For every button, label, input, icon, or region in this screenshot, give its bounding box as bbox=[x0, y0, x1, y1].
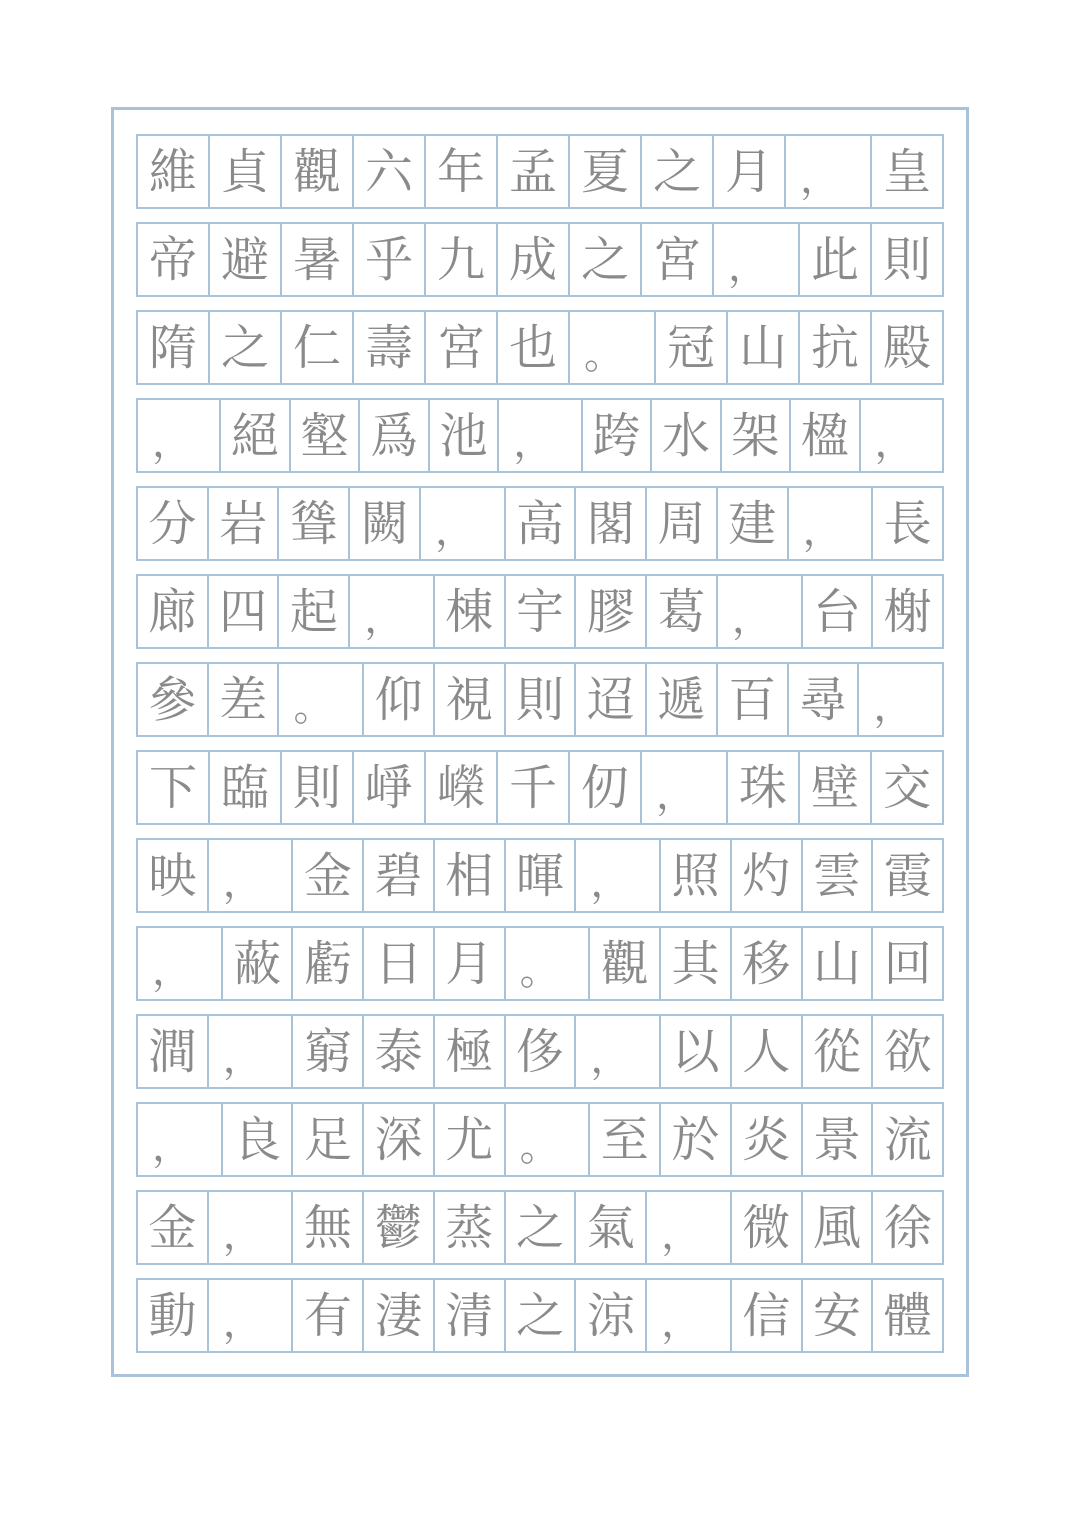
character-cell: 闕 bbox=[348, 488, 419, 559]
punctuation-cell: ， bbox=[574, 1016, 659, 1087]
character-cell: 淒 bbox=[362, 1280, 433, 1351]
character-cell: 差 bbox=[207, 664, 278, 735]
character-cell: 閣 bbox=[574, 488, 645, 559]
character-cell: 聳 bbox=[277, 488, 348, 559]
grid-row bbox=[136, 662, 944, 737]
punctuation-cell: ， bbox=[207, 1016, 292, 1087]
character-cell: 映 bbox=[148, 847, 197, 904]
character-cell: 則 bbox=[280, 752, 352, 823]
character-cell: 照 bbox=[659, 840, 730, 911]
character-cell: 貞 bbox=[208, 136, 280, 207]
grid-row bbox=[136, 750, 944, 825]
character-cell: 金 bbox=[291, 840, 362, 911]
grid-row bbox=[136, 838, 944, 913]
character-cell: 抗 bbox=[798, 312, 870, 383]
character-cell: 下 bbox=[148, 759, 197, 816]
grid-row bbox=[136, 1278, 944, 1353]
character-cell: 迢 bbox=[574, 664, 645, 735]
punctuation-cell: ， bbox=[419, 488, 504, 559]
character-cell: 視 bbox=[433, 664, 504, 735]
character-cell: 相 bbox=[433, 840, 504, 911]
character-cell: 乎 bbox=[352, 224, 424, 295]
punctuation-cell: ， bbox=[574, 840, 659, 911]
character-cell: 從 bbox=[801, 1016, 872, 1087]
character-cell: 有 bbox=[291, 1280, 362, 1351]
character-cell: 臨 bbox=[208, 752, 280, 823]
character-cell: 於 bbox=[659, 1104, 730, 1175]
character-grid bbox=[136, 134, 944, 1353]
character-cell: 氣 bbox=[574, 1192, 645, 1263]
character-cell: 爲 bbox=[358, 400, 427, 471]
character-cell: 尋 bbox=[787, 664, 858, 735]
character-cell: 池 bbox=[428, 400, 497, 471]
character-cell: 霞 bbox=[871, 840, 942, 911]
character-cell: 年 bbox=[424, 136, 496, 207]
punctuation-cell: ， bbox=[348, 576, 433, 647]
character-cell: 四 bbox=[207, 576, 278, 647]
character-cell: 則 bbox=[504, 664, 575, 735]
character-cell: 宮 bbox=[640, 224, 712, 295]
punctuation-cell: ， bbox=[207, 1192, 292, 1263]
character-cell: 台 bbox=[801, 576, 872, 647]
character-cell: 景 bbox=[801, 1104, 872, 1175]
character-cell: 起 bbox=[277, 576, 348, 647]
character-cell: 尤 bbox=[433, 1104, 504, 1175]
character-cell: 山 bbox=[801, 928, 872, 999]
grid-row bbox=[136, 310, 944, 385]
character-cell: 侈 bbox=[504, 1016, 575, 1087]
character-cell: 月 bbox=[712, 136, 784, 207]
character-cell: 仁 bbox=[280, 312, 352, 383]
character-cell: 碧 bbox=[362, 840, 433, 911]
punctuation-cell: 。 bbox=[277, 664, 362, 735]
punctuation-cell: 。 bbox=[504, 928, 589, 999]
character-cell: 冠 bbox=[654, 312, 726, 383]
character-cell: 之 bbox=[568, 224, 640, 295]
punctuation-cell: ， bbox=[640, 752, 726, 823]
grid-row bbox=[136, 222, 944, 297]
character-cell: 安 bbox=[801, 1280, 872, 1351]
character-cell: 皇 bbox=[870, 136, 942, 207]
character-cell: 暉 bbox=[504, 840, 575, 911]
character-cell: 百 bbox=[716, 664, 787, 735]
character-cell: 移 bbox=[730, 928, 801, 999]
grid-row bbox=[136, 1102, 944, 1177]
character-cell: 欲 bbox=[871, 1016, 942, 1087]
character-cell: 絕 bbox=[219, 400, 288, 471]
grid-row bbox=[136, 134, 944, 209]
character-cell: 仰 bbox=[362, 664, 433, 735]
punctuation-cell: 。 bbox=[504, 1104, 589, 1175]
punctuation-cell: 。 bbox=[568, 312, 654, 383]
character-cell: 金 bbox=[148, 1199, 197, 1256]
punctuation-cell: ， bbox=[207, 840, 292, 911]
character-cell: 建 bbox=[716, 488, 787, 559]
punctuation-cell: ， bbox=[857, 664, 942, 735]
character-cell: 山 bbox=[726, 312, 798, 383]
character-cell: 之 bbox=[504, 1280, 575, 1351]
character-cell: 回 bbox=[871, 928, 942, 999]
character-cell: 極 bbox=[433, 1016, 504, 1087]
character-cell: 體 bbox=[871, 1280, 942, 1351]
character-cell: 月 bbox=[433, 928, 504, 999]
character-cell: 暑 bbox=[280, 224, 352, 295]
character-cell: 徐 bbox=[871, 1192, 942, 1263]
character-cell: 水 bbox=[650, 400, 719, 471]
character-cell: 殿 bbox=[870, 312, 942, 383]
character-cell: 棟 bbox=[433, 576, 504, 647]
character-cell: 珠 bbox=[726, 752, 798, 823]
character-cell: 隋 bbox=[148, 319, 197, 376]
character-cell: 九 bbox=[424, 224, 496, 295]
character-cell: 跨 bbox=[581, 400, 650, 471]
character-cell: 以 bbox=[659, 1016, 730, 1087]
character-cell: 炎 bbox=[730, 1104, 801, 1175]
character-cell: 觀 bbox=[280, 136, 352, 207]
character-cell: 崢 bbox=[352, 752, 424, 823]
character-cell: 壑 bbox=[289, 400, 358, 471]
character-cell: 分 bbox=[148, 495, 197, 552]
character-cell: 澗 bbox=[148, 1023, 197, 1080]
character-cell: 交 bbox=[870, 752, 942, 823]
character-cell: 岩 bbox=[207, 488, 278, 559]
character-cell: 信 bbox=[730, 1280, 801, 1351]
punctuation-cell: ， bbox=[207, 1280, 292, 1351]
character-cell: 此 bbox=[798, 224, 870, 295]
character-cell: 至 bbox=[588, 1104, 659, 1175]
character-cell: 壁 bbox=[798, 752, 870, 823]
grid-row bbox=[136, 574, 944, 649]
character-cell: 孟 bbox=[496, 136, 568, 207]
character-cell: 壽 bbox=[352, 312, 424, 383]
character-cell: 千 bbox=[496, 752, 568, 823]
character-cell: 宇 bbox=[504, 576, 575, 647]
grid-row bbox=[136, 1190, 944, 1265]
punctuation-cell: ， bbox=[716, 576, 801, 647]
punctuation-cell: ， bbox=[787, 488, 872, 559]
character-cell: 遞 bbox=[645, 664, 716, 735]
character-cell: 膠 bbox=[574, 576, 645, 647]
character-cell: 帝 bbox=[148, 231, 197, 288]
character-cell: 維 bbox=[148, 143, 197, 200]
character-cell: 日 bbox=[362, 928, 433, 999]
punctuation-cell: ， bbox=[645, 1192, 730, 1263]
character-cell: 流 bbox=[871, 1104, 942, 1175]
grid-row bbox=[136, 486, 944, 561]
character-cell: 人 bbox=[730, 1016, 801, 1087]
character-cell: 之 bbox=[504, 1192, 575, 1263]
character-cell: 蒸 bbox=[433, 1192, 504, 1263]
punctuation-cell: ， bbox=[645, 1280, 730, 1351]
character-cell: 仞 bbox=[568, 752, 640, 823]
character-cell: 周 bbox=[645, 488, 716, 559]
character-cell: 長 bbox=[871, 488, 942, 559]
character-cell: 嶸 bbox=[424, 752, 496, 823]
grid-row bbox=[136, 1014, 944, 1089]
character-cell: 宮 bbox=[424, 312, 496, 383]
character-cell: 其 bbox=[659, 928, 730, 999]
character-cell: 葛 bbox=[645, 576, 716, 647]
character-cell: 泰 bbox=[362, 1016, 433, 1087]
grid-row bbox=[136, 926, 944, 1001]
character-cell: 避 bbox=[208, 224, 280, 295]
character-cell: 楹 bbox=[789, 400, 858, 471]
character-cell: 架 bbox=[720, 400, 789, 471]
character-cell: 雲 bbox=[801, 840, 872, 911]
copybook-sheet bbox=[111, 107, 969, 1377]
character-cell: 窮 bbox=[291, 1016, 362, 1087]
character-cell: 良 bbox=[221, 1104, 292, 1175]
character-cell: 無 bbox=[291, 1192, 362, 1263]
punctuation-cell: ， bbox=[784, 136, 870, 207]
grid-row bbox=[136, 398, 944, 473]
punctuation-cell: ， bbox=[152, 948, 192, 994]
character-cell: 夏 bbox=[568, 136, 640, 207]
character-cell: 虧 bbox=[291, 928, 362, 999]
character-cell: 動 bbox=[148, 1287, 197, 1344]
punctuation-cell: ， bbox=[712, 224, 798, 295]
character-cell: 深 bbox=[362, 1104, 433, 1175]
character-cell: 之 bbox=[208, 312, 280, 383]
character-cell: 涼 bbox=[574, 1280, 645, 1351]
character-cell: 足 bbox=[291, 1104, 362, 1175]
punctuation-cell: ， bbox=[152, 420, 192, 466]
character-cell: 也 bbox=[496, 312, 568, 383]
character-cell: 六 bbox=[352, 136, 424, 207]
punctuation-cell: ， bbox=[859, 400, 942, 471]
character-cell: 灼 bbox=[730, 840, 801, 911]
character-cell: 觀 bbox=[588, 928, 659, 999]
character-cell: 榭 bbox=[871, 576, 942, 647]
character-cell: 成 bbox=[496, 224, 568, 295]
character-cell: 高 bbox=[504, 488, 575, 559]
character-cell: 微 bbox=[730, 1192, 801, 1263]
character-cell: 則 bbox=[870, 224, 942, 295]
character-cell: 參 bbox=[148, 671, 197, 728]
character-cell: 之 bbox=[640, 136, 712, 207]
character-cell: 清 bbox=[433, 1280, 504, 1351]
punctuation-cell: ， bbox=[152, 1124, 192, 1170]
punctuation-cell: ， bbox=[497, 400, 580, 471]
character-cell: 蔽 bbox=[221, 928, 292, 999]
character-cell: 鬱 bbox=[362, 1192, 433, 1263]
character-cell: 廊 bbox=[148, 583, 197, 640]
character-cell: 風 bbox=[801, 1192, 872, 1263]
